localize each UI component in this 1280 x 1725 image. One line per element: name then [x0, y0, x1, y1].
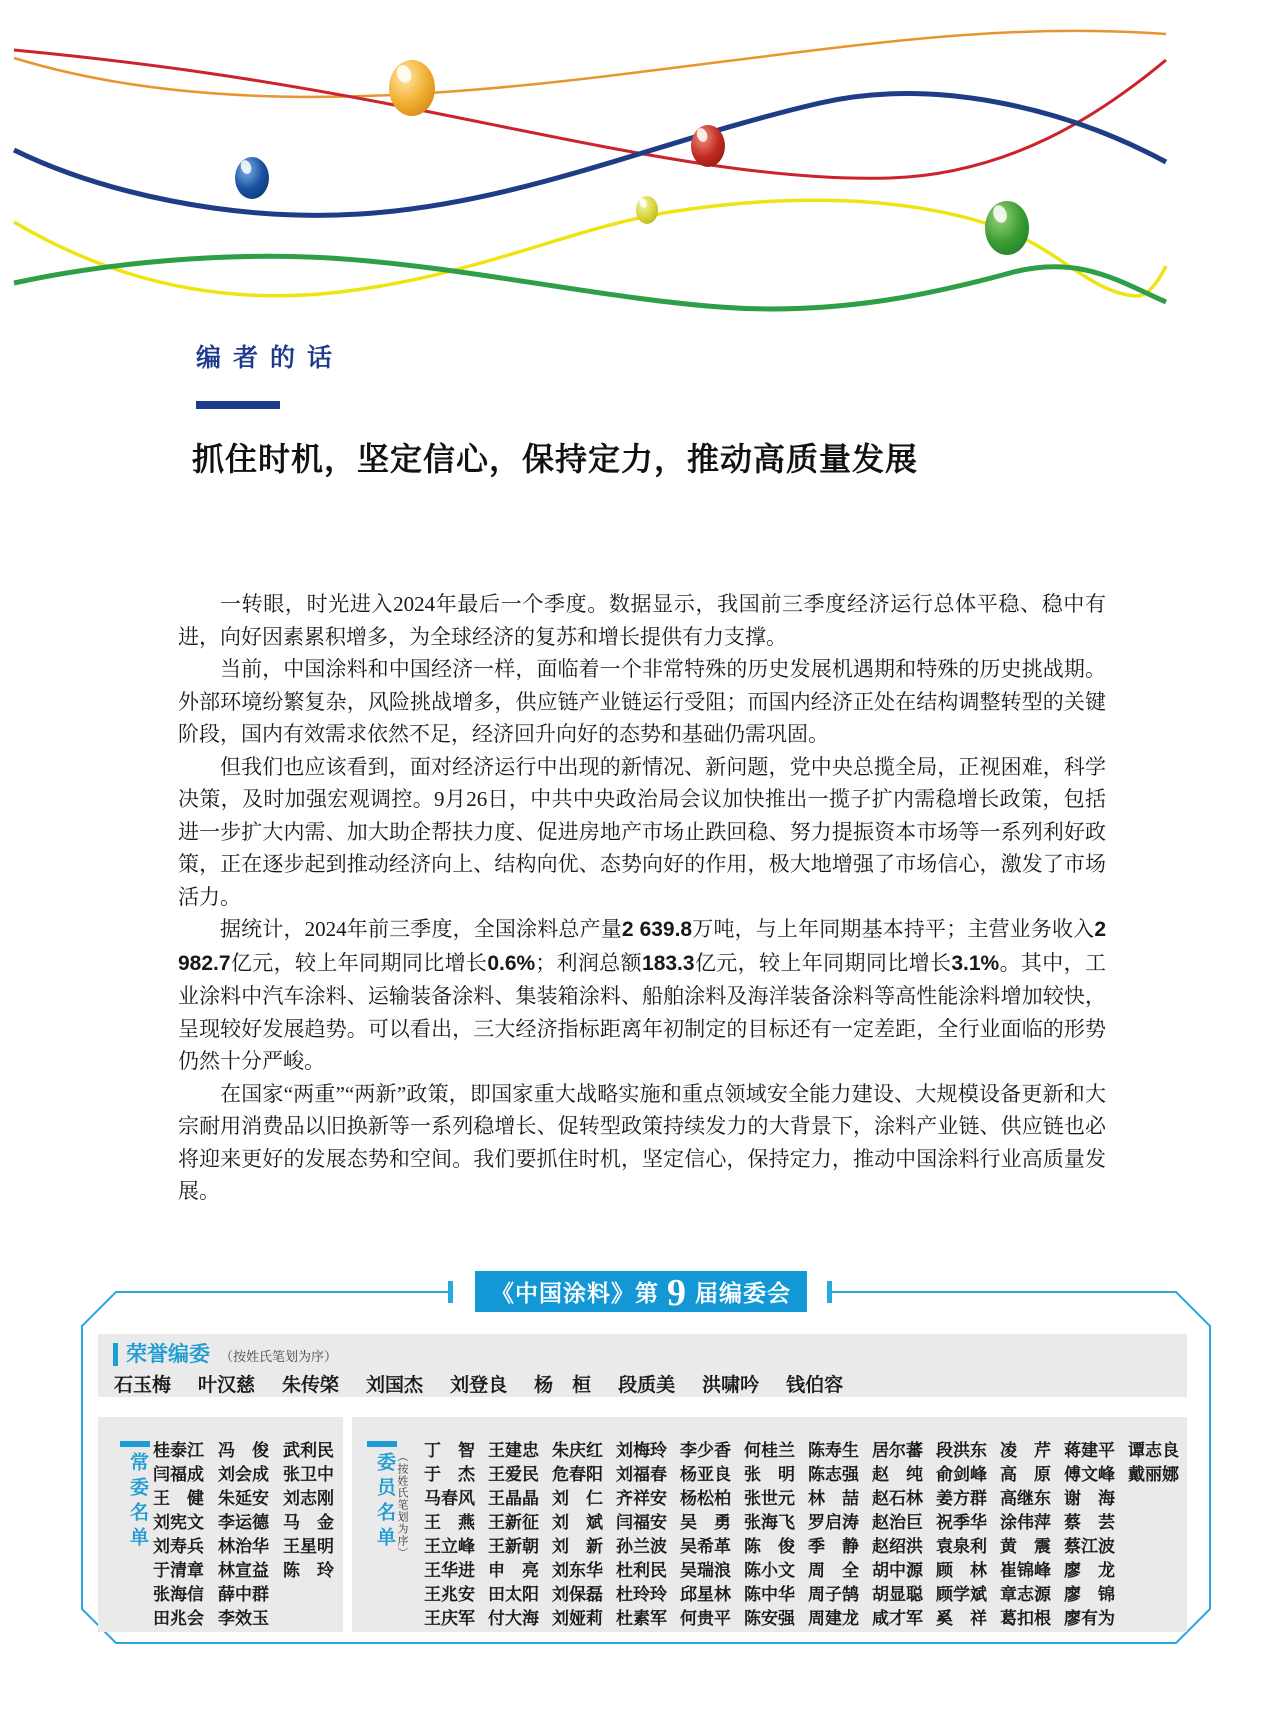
- board-member-name: 陈寿生: [808, 1441, 859, 1460]
- honor-note: （按姓氏笔划为序）: [220, 1349, 338, 1364]
- name-row: [153, 1607, 348, 1631]
- board-member-name: 田太阳: [488, 1585, 539, 1604]
- name-row: [153, 1487, 348, 1511]
- board-member-name: 胡中源: [872, 1561, 923, 1580]
- board-member-name: 段质美: [618, 1375, 676, 1396]
- board-member-name: 祝季华: [936, 1513, 987, 1532]
- board-member-name: 田兆会: [153, 1609, 204, 1628]
- members-label: 委员名单: [374, 1452, 395, 1552]
- board-member-name: 俞剑峰: [936, 1465, 987, 1484]
- board-member-name: 张卫中: [283, 1465, 334, 1484]
- name-row: [153, 1559, 348, 1583]
- board-member-name: 杜素军: [616, 1609, 667, 1628]
- board-member-name: 廖有为: [1064, 1609, 1115, 1628]
- board-member-name: 罗启涛: [808, 1513, 859, 1532]
- board-member-name: 姜方群: [936, 1489, 987, 1508]
- small-yellow-ball-icon: [636, 196, 658, 224]
- banner-suffix: 届编委会: [695, 1280, 791, 1306]
- board-member-name: 刘 仁: [552, 1489, 603, 1508]
- board-member-name: 马春风: [424, 1489, 475, 1508]
- board-member-name: 陈小文: [744, 1561, 795, 1580]
- board-member-name: 刘梅玲: [616, 1441, 667, 1460]
- board-member-name: 闫福成: [153, 1465, 204, 1484]
- article-body: [178, 588, 1106, 1208]
- board-member-name: 周建龙: [808, 1609, 859, 1628]
- board-member-name: 陈 俊: [744, 1537, 795, 1556]
- board-member-name: 崔锦峰: [1000, 1561, 1051, 1580]
- board-member-name: 朱庆红: [552, 1441, 603, 1460]
- name-row: [153, 1535, 348, 1559]
- board-member-name: 赵治巨: [872, 1513, 923, 1532]
- board-member-name: 丁 智: [424, 1441, 475, 1460]
- board-member-name: 吴瑞浪: [680, 1561, 731, 1580]
- board-member-name: 王庆军: [424, 1609, 475, 1628]
- board-member-name: 叶汉慈: [198, 1375, 256, 1396]
- decorative-waves: [0, 0, 1280, 315]
- board-member-name: 季 静: [808, 1537, 859, 1556]
- board-member-name: 周 全: [808, 1561, 859, 1580]
- board-member-name: 涂伟萍: [1000, 1513, 1051, 1532]
- board-member-name: 谭志良: [1128, 1441, 1179, 1460]
- board-member-name: 齐祥安: [616, 1489, 667, 1508]
- board-member-name: 王 燕: [424, 1513, 475, 1532]
- honor-accent-bar: [113, 1343, 118, 1366]
- board-member-name: 谢 海: [1064, 1489, 1115, 1508]
- article-paragraph: 一转眼，时光进入2024年最后一个季度。数据显示，我国前三季度经济运行总体平稳、稳中有进，向好因素累积增多，为全球经济的复苏和增长提供有力支撑。: [178, 592, 1106, 649]
- board-member-name: 刘东华: [552, 1561, 603, 1580]
- members-note: （按姓氏笔划为序）: [396, 1451, 408, 1559]
- board-member-name: 赵石林: [872, 1489, 923, 1508]
- article-paragraph: 当前，中国涂料和中国经济一样，面临着一个非常特殊的历史发展机遇期和特殊的历史挑战期。外部环境纷繁复杂，风险挑战增多，供应链产业链运行受阻；而国内经济正处在结构调整转型的关键阶段，国内有效需求依然不足，经济回升向好的态势和基础仍需巩固。: [178, 657, 1106, 746]
- name-row: [153, 1583, 348, 1607]
- name-row: [424, 1487, 1192, 1511]
- board-member-name: 冯 俊: [218, 1441, 269, 1460]
- wave-red: [14, 50, 1166, 178]
- honor-head: [113, 1343, 337, 1366]
- board-member-name: 李少香: [680, 1441, 731, 1460]
- name-row: [424, 1535, 1192, 1559]
- board-member-name: 段洪东: [936, 1441, 987, 1460]
- board-member-name: 张世元: [744, 1489, 795, 1508]
- board-member-name: 洪啸吟: [702, 1375, 760, 1396]
- board-member-name: 高继东: [1000, 1489, 1051, 1508]
- name-row: [424, 1607, 1192, 1631]
- wave-orange: [14, 31, 1166, 97]
- board-member-name: 林 喆: [808, 1489, 859, 1508]
- banner-prefix: 《中国涂料》第: [491, 1280, 659, 1306]
- board-member-name: 孙兰波: [616, 1537, 667, 1556]
- name-row: [153, 1463, 348, 1487]
- board-member-name: 武利民: [283, 1441, 334, 1460]
- green-ball-icon: [985, 201, 1029, 255]
- board-member-name: 王兆安: [424, 1585, 475, 1604]
- board-member-name: 朱传棨: [282, 1375, 340, 1396]
- board-member-name: 廖 龙: [1064, 1561, 1115, 1580]
- board-member-name: 顾 林: [936, 1561, 987, 1580]
- board-member-name: 申 亮: [488, 1561, 539, 1580]
- board-member-name: 廖 锦: [1064, 1585, 1115, 1604]
- board-member-name: 于清章: [153, 1561, 204, 1580]
- honor-panel: [98, 1334, 1187, 1397]
- board-banner: [475, 1271, 807, 1312]
- members-accent-bar: [367, 1441, 397, 1447]
- board-member-name: 高 原: [1000, 1465, 1051, 1484]
- board-member-name: 杜玲玲: [616, 1585, 667, 1604]
- red-ball-icon: [691, 125, 725, 167]
- board-member-name: 陈志强: [808, 1465, 859, 1484]
- board-member-name: 林宣益: [218, 1561, 269, 1580]
- name-row: [424, 1439, 1192, 1463]
- board-member-name: 刘会成: [218, 1465, 269, 1484]
- board-member-name: 杨亚良: [680, 1465, 731, 1484]
- banner-number: 9: [667, 1271, 687, 1314]
- banner-left-tick: [448, 1281, 453, 1303]
- members-grid: [424, 1439, 1192, 1631]
- standing-grid: [153, 1439, 348, 1631]
- standing-accent-bar: [120, 1441, 150, 1447]
- board-member-name: 王晶晶: [488, 1489, 539, 1508]
- board-member-name: 石玉梅: [114, 1375, 172, 1396]
- board-member-name: 王华进: [424, 1561, 475, 1580]
- name-row: [153, 1511, 348, 1535]
- board-member-name: 刘 斌: [552, 1513, 603, 1532]
- board-member-name: 李运德: [218, 1513, 269, 1532]
- board-member-name: 李效玉: [218, 1609, 269, 1628]
- board-member-name: 黄 震: [1000, 1537, 1051, 1556]
- name-row: [424, 1463, 1192, 1487]
- wave-green: [14, 256, 1166, 309]
- board-member-name: 赵绍洪: [872, 1537, 923, 1556]
- board-member-name: 陈安强: [744, 1609, 795, 1628]
- name-row: [424, 1583, 1192, 1607]
- name-row: [153, 1439, 348, 1463]
- board-member-name: 周子鹄: [808, 1585, 859, 1604]
- board-member-name: 桂泰江: [153, 1441, 204, 1460]
- board-member-name: 马 金: [283, 1513, 334, 1532]
- board-member-name: 张海飞: [744, 1513, 795, 1532]
- blue-ball-icon: [235, 157, 269, 199]
- board-member-name: 危春阳: [552, 1465, 603, 1484]
- board-member-name: 刘登良: [450, 1375, 508, 1396]
- board-member-name: 刘保磊: [552, 1585, 603, 1604]
- article-paragraph: 在国家“两重”“两新”政策，即国家重大战略实施和重点领域安全能力建设、大规模设备更新和大宗耐用消费品以旧换新等一系列稳增长、促转型政策持续发力的大背景下，涂料产业链、供应链也必将迎来更好的发展态势和空间。我们要抓住时机，坚定信心，保持定力，推动中国涂料行业高质量发展。: [178, 1081, 1106, 1203]
- honor-names: [114, 1370, 843, 1397]
- board-member-name: 赵 纯: [872, 1465, 923, 1484]
- board-member-name: 吴希革: [680, 1537, 731, 1556]
- board-member-name: 钱伯容: [786, 1375, 844, 1396]
- section-underline: [196, 401, 280, 409]
- board-member-name: 何桂兰: [744, 1441, 795, 1460]
- board-member-name: 杨 桓: [534, 1375, 592, 1396]
- standing-panel: [98, 1417, 343, 1632]
- banner-right-tick: [827, 1281, 832, 1303]
- board-member-name: 戴丽娜: [1128, 1465, 1179, 1484]
- board-member-name: 林治华: [218, 1537, 269, 1556]
- board-member-name: 陈中华: [744, 1585, 795, 1604]
- board-member-name: 王星明: [283, 1537, 334, 1556]
- board-member-name: 袁泉利: [936, 1537, 987, 1556]
- board-member-name: 葛扣根: [1000, 1609, 1051, 1628]
- name-row: [424, 1559, 1192, 1583]
- members-panel: [352, 1417, 1187, 1632]
- article-title: 抓住时机，坚定信心，保持定力，推动高质量发展: [192, 441, 919, 477]
- board-member-name: 刘娅莉: [552, 1609, 603, 1628]
- standing-label: 常委名单: [127, 1452, 148, 1552]
- board-member-name: 张海信: [153, 1585, 204, 1604]
- board-member-name: 于 杰: [424, 1465, 475, 1484]
- board-member-name: 蔡 芸: [1064, 1513, 1115, 1532]
- board-member-name: 咸才军: [872, 1609, 923, 1628]
- section-label: 编者的话: [196, 344, 345, 372]
- board-member-name: 闫福安: [616, 1513, 667, 1532]
- board-member-name: 傅文峰: [1064, 1465, 1115, 1484]
- board-member-name: 杨松柏: [680, 1489, 731, 1508]
- board-member-name: 刘国杰: [366, 1375, 424, 1396]
- article-paragraph: 据统计，2024年前三季度，全国涂料总产量2 639.8万吨，与上年同期基本持平；主营业务收入2 982.7亿元，较上年同期同比增长0.6%；利润总额183.3亿元，较上年同期同比增长3.1%。其中，工业涂料中汽车涂料、运输装备涂料、集装箱涂料、船舶涂料及海洋装备涂料等高性能涂料增加较快，呈现较好发展趋势。可以看出，三大经济指标距离年初制定的目标还有一定差距，全行业面临的形势仍然十分严峻。: [178, 917, 1107, 1073]
- board-member-name: 刘寿兵: [153, 1537, 204, 1556]
- board-member-name: 王爱民: [488, 1465, 539, 1484]
- board-member-name: 何贵平: [680, 1609, 731, 1628]
- honor-label: 荣誉编委: [126, 1343, 210, 1366]
- board-member-name: 付大海: [488, 1609, 539, 1628]
- board-member-name: 薛中群: [218, 1585, 269, 1604]
- board-member-name: 邱星林: [680, 1585, 731, 1604]
- board-member-name: 王 健: [153, 1489, 204, 1508]
- standing-label-wrap: [120, 1441, 151, 1552]
- board-member-name: 王新征: [488, 1513, 539, 1532]
- board-member-name: 王建忠: [488, 1441, 539, 1460]
- board-member-name: 居尔蕃: [872, 1441, 923, 1460]
- board-member-name: 蔡江波: [1064, 1537, 1115, 1556]
- board-member-name: 刘宪文: [153, 1513, 204, 1532]
- board-member-name: 吴 勇: [680, 1513, 731, 1532]
- board-member-name: 奚 祥: [936, 1609, 987, 1628]
- board-member-name: 蒋建平: [1064, 1441, 1115, 1460]
- board-member-name: 杜利民: [616, 1561, 667, 1580]
- board-member-name: 王立峰: [424, 1537, 475, 1556]
- board-member-name: 胡显聪: [872, 1585, 923, 1604]
- board-member-name: 张 明: [744, 1465, 795, 1484]
- board-member-name: 刘 新: [552, 1537, 603, 1556]
- yellow-ball-icon: [389, 60, 435, 116]
- board-member-name: 章志源: [1000, 1585, 1051, 1604]
- board-member-name: 顾学斌: [936, 1585, 987, 1604]
- board-member-name: 刘志刚: [283, 1489, 334, 1508]
- board-member-name: 王新朝: [488, 1537, 539, 1556]
- board-member-name: 凌 芹: [1000, 1441, 1051, 1460]
- article-paragraph: 但我们也应该看到，面对经济运行中出现的新情况、新问题，党中央总揽全局，正视困难，科学决策，及时加强宏观调控。9月26日，中共中央政治局会议加快推出一揽子扩内需稳增长政策，包括进一步扩大内需、加大助企帮扶力度、促进房地产市场止跌回稳、努力提振资本市场等一系列利好政策，正在逐步起到推动经济向上、结构向优、态势向好的作用，极大地增强了市场信心，激发了市场活力。: [178, 754, 1106, 909]
- board-member-name: 刘福春: [616, 1465, 667, 1484]
- name-row: [424, 1511, 1192, 1535]
- board-member-name: 朱延安: [218, 1489, 269, 1508]
- wave-navy: [14, 94, 1166, 216]
- board-member-name: 陈 玲: [283, 1561, 334, 1580]
